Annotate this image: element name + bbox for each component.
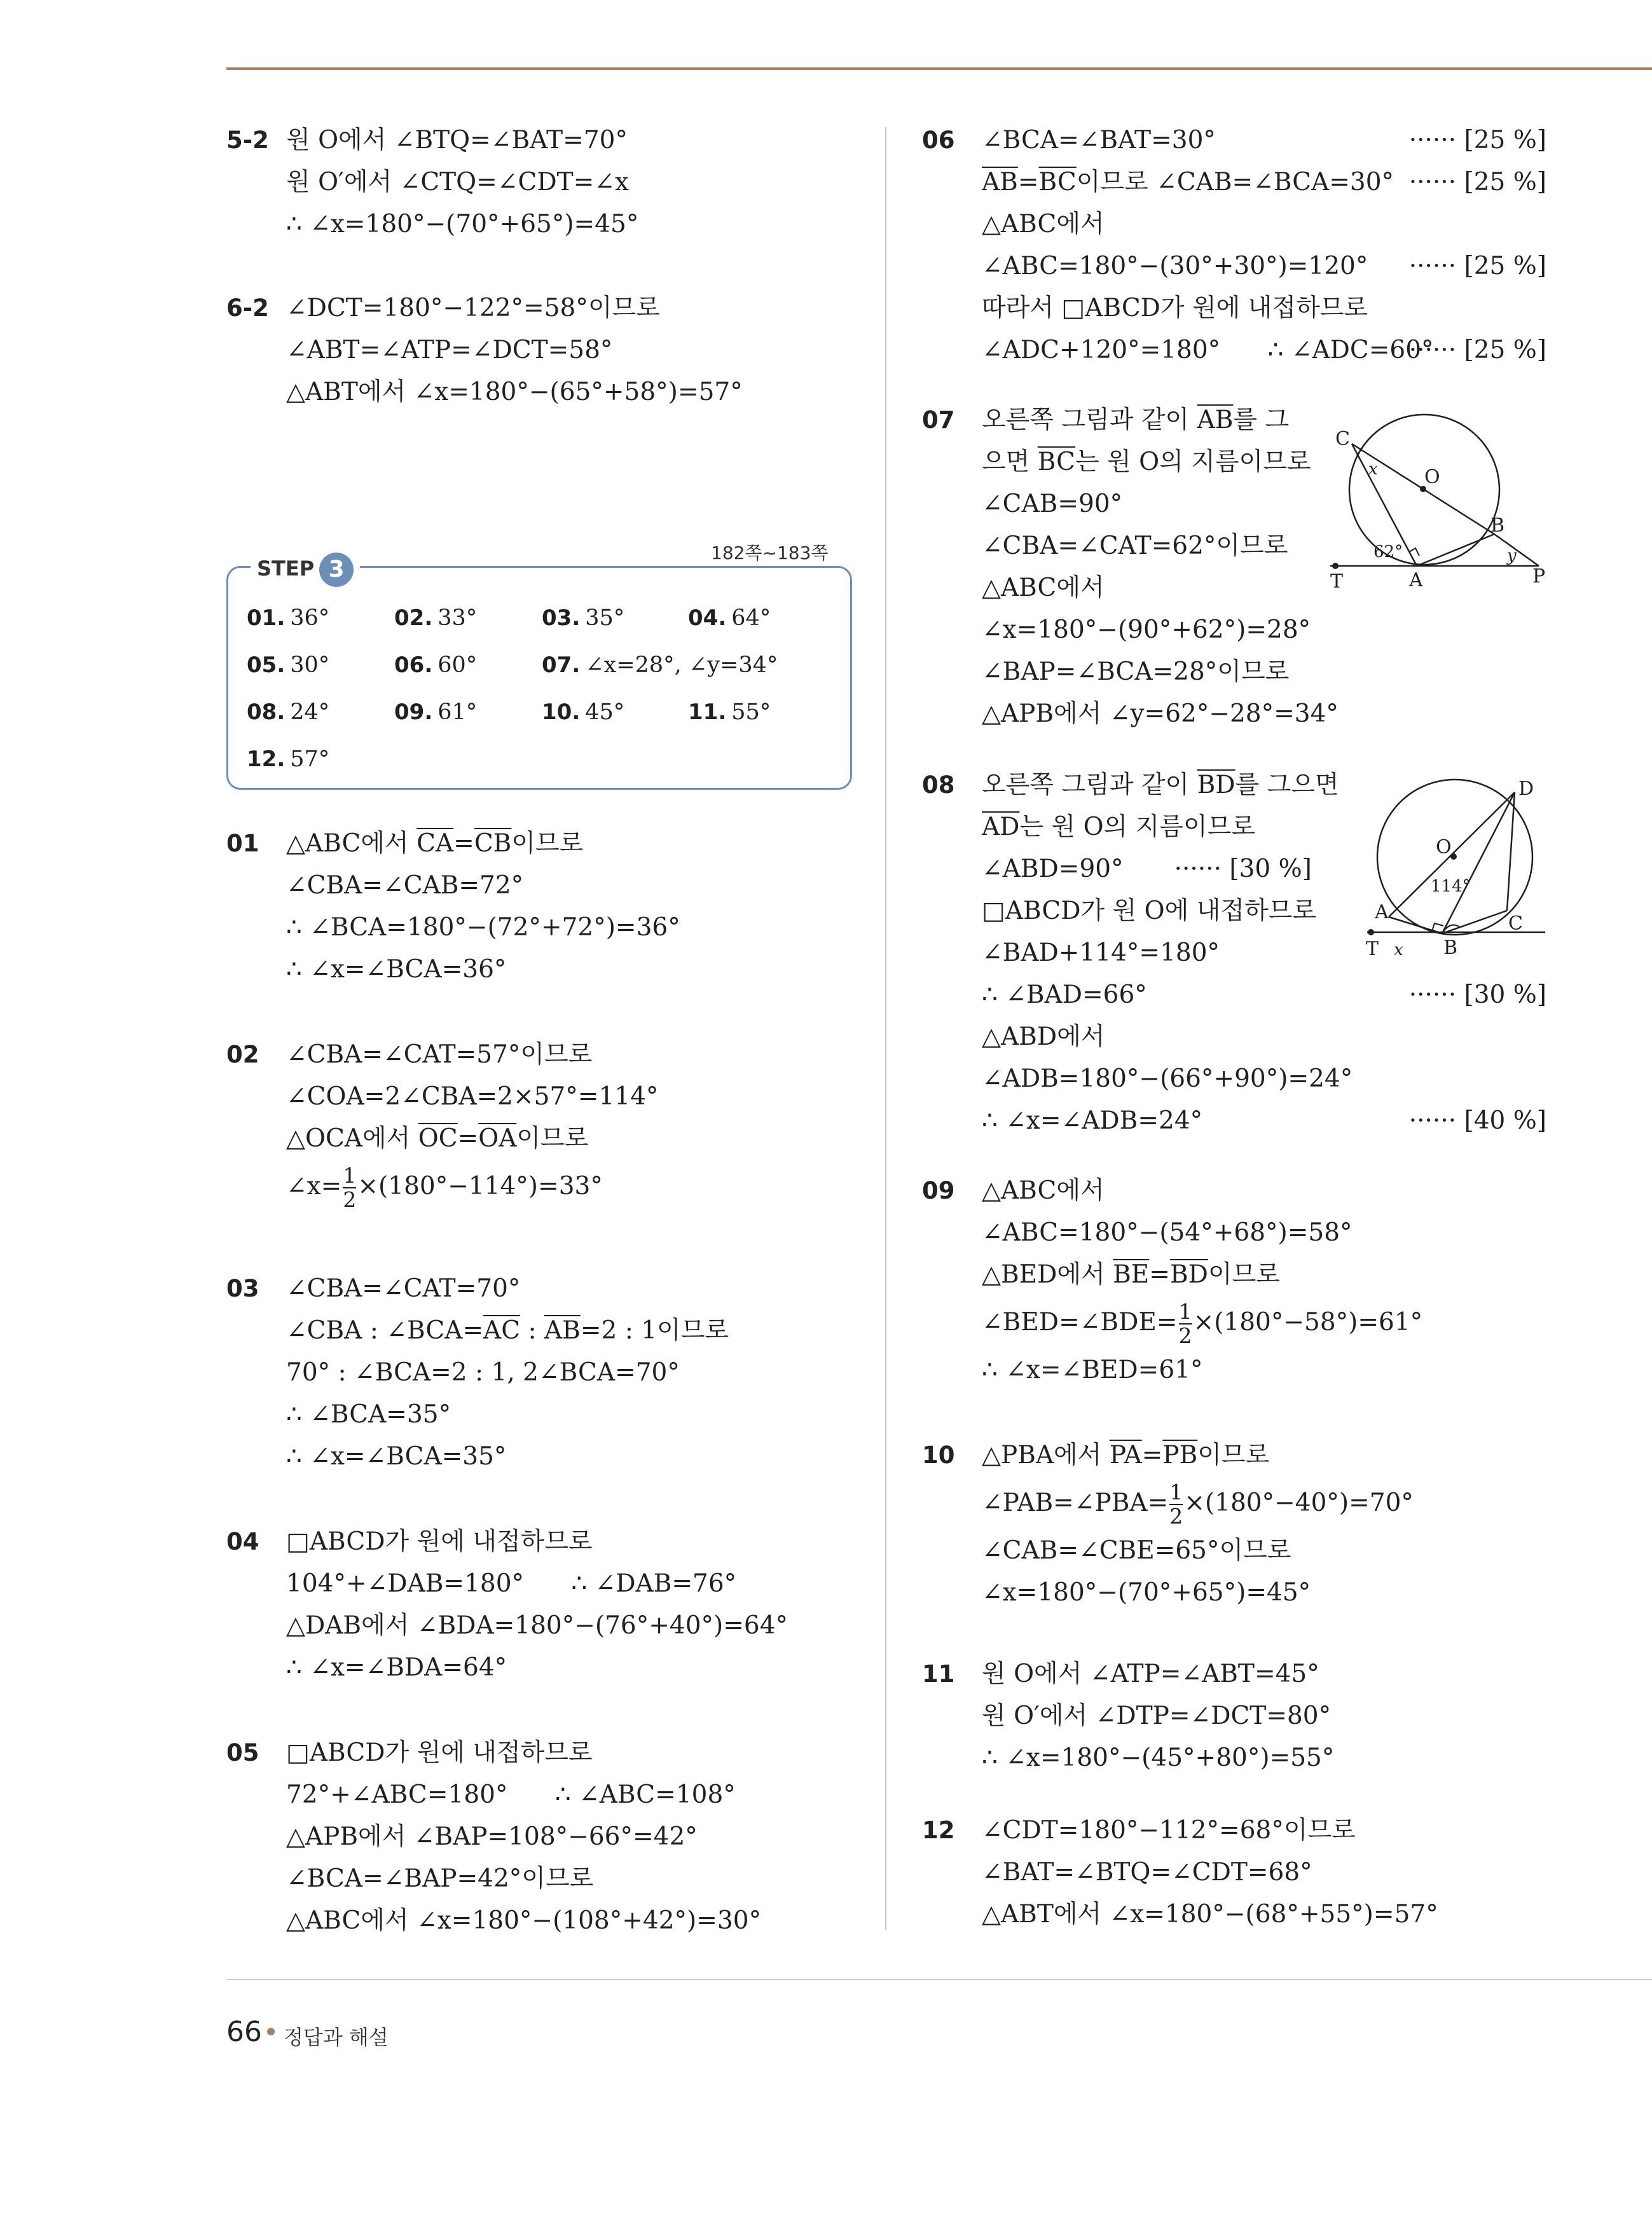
answer-number: 04. [688, 605, 727, 631]
text: △OCA에서 [286, 1124, 418, 1153]
denominator: 2 [343, 1187, 357, 1212]
answer-value: 36° [290, 605, 330, 631]
text: ∠CBA : ∠BCA= [286, 1316, 484, 1345]
segment: $\overline{CB}$ [474, 829, 512, 858]
text: = [1141, 1441, 1163, 1469]
solution-line [286, 823, 680, 865]
answer-number: 10. [542, 699, 581, 725]
answer-item [394, 699, 477, 725]
solution-line: 원 O′에서 ∠CTQ=∠CDT=∠x [286, 168, 629, 196]
segment: $\overline{BD}$ [1197, 771, 1236, 799]
score-percent: ······ [30 %] [1408, 981, 1546, 1009]
solution-line: ∴ ∠x=∠BDA=64° [286, 1653, 507, 1682]
segment: $\overline{BD}$ [1169, 1260, 1208, 1289]
solution-line: ∠CBA=∠CAT=62°이므로 [982, 532, 1288, 560]
segment: $\overline{OA}$ [478, 1124, 517, 1153]
solution-line [982, 1254, 1422, 1296]
solution-line: ∴ ∠x=∠BCA=36° [286, 955, 507, 984]
solution-line: 원 O′에서 ∠DTP=∠DCT=80° [982, 1702, 1332, 1730]
label-T: T [1366, 938, 1379, 960]
solution-line: ∠x=180°−(70°+65°)=45° [982, 1578, 1311, 1607]
denominator: 2 [1178, 1323, 1192, 1348]
segment: $\overline{PB}$ [1162, 1441, 1198, 1469]
solution-line: ∠BAD+114°=180° [982, 939, 1220, 967]
text: ×(180°−114°)=33° [357, 1172, 603, 1201]
answer-item [247, 747, 329, 772]
solution-line: ∴ ∠x=∠BED=61° [982, 1356, 1203, 1384]
figure-07-circle-tangent [1323, 407, 1552, 598]
solution-line [982, 1435, 1414, 1476]
solution-line [982, 329, 1546, 371]
solution-line: ∠CBA=∠CAT=57°이므로 [286, 1040, 593, 1069]
text: ∠ABC=180°−(30°+30°)=120° [982, 252, 1368, 280]
solution-line: △APB에서 ∠y=62°−28°=34° [982, 699, 1339, 728]
solution-line: ∠CAB=90° [982, 490, 1123, 518]
step-number-badge: 3 [319, 553, 354, 587]
solution-line [982, 399, 1339, 441]
figure-08-circle-tangent [1348, 774, 1558, 965]
text: : [520, 1316, 544, 1345]
text: ∠ABD=90° [982, 855, 1124, 883]
text: = [457, 1124, 479, 1153]
text: ∠ADC+120°=180° ∴ ∠ADC=60° [982, 336, 1434, 364]
answer-item [688, 699, 771, 725]
segment: $\overline{BE}$ [1113, 1260, 1150, 1289]
solution-line [982, 1476, 1414, 1530]
solution-line: 따라서 □ABCD가 원에 내접하므로 [982, 294, 1368, 322]
answer-value: 35° [585, 605, 625, 631]
problem-number: 07 [922, 406, 955, 434]
answer-value: 45° [585, 699, 625, 725]
answer-item [542, 605, 624, 631]
text: ∠BED=∠BDE= [982, 1308, 1178, 1337]
label-angle-62: 62° [1373, 542, 1403, 561]
solution-line: △ABC에서 [982, 210, 1105, 238]
problem-number: 12 [922, 1817, 955, 1844]
label-B: B [1443, 937, 1458, 959]
answer-item [394, 652, 477, 678]
answer-number: 02. [394, 605, 433, 631]
problem-number: 01 [226, 830, 259, 857]
fraction [343, 1164, 356, 1211]
solution-line: △ABT에서 ∠x=180°−(65°+58°)=57° [286, 378, 743, 406]
solution-line: ∠CDT=180°−112°=68°이므로 [982, 1816, 1356, 1845]
solution-line [982, 1296, 1422, 1349]
text: △BED에서 [982, 1260, 1113, 1289]
step-label [251, 551, 360, 586]
answer-number: 05. [247, 652, 286, 678]
answer-item [247, 699, 329, 725]
text: 오른쪽 그림과 같이 [982, 406, 1197, 434]
text: ×(180°−40°)=70° [1184, 1489, 1414, 1517]
problem-number: 09 [922, 1177, 955, 1204]
denominator: 2 [1169, 1504, 1183, 1529]
fraction [1169, 1481, 1183, 1528]
label-A: A [1375, 901, 1389, 923]
answer-item [688, 605, 771, 631]
label-D: D [1518, 778, 1534, 800]
arc: $\overline{AC}$ [483, 1316, 521, 1345]
arc: $\overline{AB}$ [982, 168, 1018, 196]
solution-line: ∠BAP=∠BCA=28°이므로 [982, 657, 1290, 686]
text: = [1149, 1260, 1170, 1289]
solution-line: □ABCD가 원에 내접하므로 [286, 1738, 593, 1767]
text: ∠PAB=∠PBA= [982, 1489, 1169, 1517]
segment: $\overline{CA}$ [416, 829, 454, 858]
label-P: P [1532, 565, 1546, 588]
solution-line: ∴ ∠x=∠BCA=35° [286, 1442, 507, 1471]
problem-number: 02 [226, 1041, 259, 1068]
solution-line: ∴ ∠BCA=180°−(72°+72°)=36° [286, 913, 680, 942]
solution-line [982, 245, 1546, 287]
top-rule [226, 67, 1652, 70]
answer-value: 24° [290, 699, 330, 725]
label-T: T [1330, 570, 1344, 593]
text: ∠BCA=∠BAT=30° [982, 126, 1216, 155]
text: ∠x= [286, 1172, 342, 1201]
solution-line: ∴ ∠x=180°−(70°+65°)=45° [286, 210, 639, 238]
text: 이므로 ∠CAB=∠BCA=30° [1076, 168, 1394, 196]
answer-item [542, 652, 778, 678]
solution-line: 원 O에서 ∠BTQ=∠BAT=70° [286, 126, 628, 155]
segment: $\overline{AB}$ [1197, 406, 1234, 434]
text: △PBA에서 [982, 1441, 1110, 1469]
label-O: O [1436, 836, 1452, 858]
solution-line: ∠CBA=∠CAT=70° [286, 1274, 521, 1303]
problem-number: 08 [922, 771, 955, 799]
answer-item [247, 652, 329, 678]
text: △ABC에서 [286, 829, 417, 858]
solution-line: ∠DCT=180°−122°=58°이므로 [286, 294, 660, 322]
problem-number: 5-2 [226, 127, 269, 154]
solution-line: △APB에서 ∠BAP=108°−66°=42° [286, 1822, 698, 1851]
text: 는 원 O의 지름이므로 [1019, 813, 1255, 841]
score-percent: ······ [25 %] [1408, 126, 1546, 155]
label-x: x [1368, 460, 1378, 479]
text: 를 그 [1233, 406, 1290, 434]
solution-line: △ABC에서 [982, 1176, 1105, 1205]
answer-number: 03. [542, 605, 581, 631]
text: = [453, 829, 474, 858]
answer-value: ∠x=28°, ∠y=34° [585, 652, 778, 678]
solution-line: 원 O에서 ∠ATP=∠ABT=45° [982, 1660, 1319, 1688]
solution-line: ∠COA=2∠CBA=2×57°=114° [286, 1082, 659, 1111]
solution-line: ∠CBA=∠CAB=72° [286, 871, 524, 900]
text: ×(180°−58°)=61° [1193, 1308, 1423, 1337]
score-percent: ······ [30 %] [1174, 855, 1312, 883]
problem-number: 10 [922, 1442, 955, 1469]
solution-line: △ABD에서 [982, 1022, 1105, 1051]
problem-number: 05 [226, 1739, 259, 1766]
solution-line: 70° : ∠BCA=2 : 1, 2∠BCA=70° [286, 1358, 680, 1387]
solution-line: ∠CAB=∠CBE=65°이므로 [982, 1536, 1291, 1565]
label-angle-114: 114° [1431, 877, 1471, 896]
page-number: 66 [226, 2016, 262, 2048]
answer-number: 01. [247, 605, 286, 631]
answer-value: 55° [731, 699, 771, 725]
numerator: 1 [1169, 1480, 1183, 1504]
label-C: C [1335, 428, 1350, 450]
bottom-rule [226, 1979, 1652, 1980]
answer-number: 11. [688, 699, 727, 725]
text: =2 : 1이므로 [580, 1316, 729, 1345]
answer-number: 06. [394, 652, 433, 678]
step-text: STEP [257, 556, 315, 581]
solution-line [982, 1100, 1546, 1142]
answer-value: 60° [437, 652, 478, 678]
solution-line [286, 1118, 658, 1160]
page-range: 182쪽~183쪽 [711, 542, 829, 563]
answer-item [542, 699, 624, 725]
text: 는 원 O의 지름이므로 [1075, 448, 1311, 476]
solution-line: ∠ABT=∠ATP=∠DCT=58° [286, 336, 613, 364]
text: 이므로 [511, 829, 584, 858]
solution-line: □ABCD가 원 O에 내접하므로 [982, 897, 1317, 925]
solution-line: ∠BCA=∠BAP=42°이므로 [286, 1864, 594, 1893]
solution-line: □ABCD가 원에 내접하므로 [286, 1527, 593, 1556]
solution-line [982, 441, 1339, 483]
problem-number: 04 [226, 1528, 259, 1555]
answer-number: 07. [542, 652, 581, 678]
problem-number: 11 [922, 1660, 955, 1688]
solution-line: ∠ABC=180°−(54°+68°)=58° [982, 1218, 1353, 1247]
footer-title: 정답과 해설 [284, 2025, 389, 2049]
solution-line: △DAB에서 ∠BDA=180°−(76°+40°)=64° [286, 1611, 788, 1640]
answer-value: 30° [290, 652, 330, 678]
score-percent: ······ [25 %] [1408, 252, 1546, 280]
text: 를 그으면 [1235, 771, 1339, 799]
text: = [1017, 168, 1039, 196]
solution-line: ∠x=180°−(90°+62°)=28° [982, 616, 1311, 644]
solution-line [286, 1160, 658, 1213]
score-percent: ······ [40 %] [1408, 1106, 1546, 1135]
answer-value: 33° [437, 605, 478, 631]
arc: $\overline{AB}$ [544, 1316, 581, 1345]
text: 오른쪽 그림과 같이 [982, 771, 1197, 799]
numerator: 1 [1178, 1299, 1192, 1324]
answer-value: 57° [290, 747, 330, 772]
label-B: B [1490, 514, 1505, 537]
text: 이므로 [1197, 1441, 1270, 1469]
text: ∴ ∠x=∠ADB=24° [982, 1106, 1203, 1135]
numerator: 1 [343, 1163, 357, 1188]
answer-number: 12. [247, 747, 286, 772]
answer-value: 64° [731, 605, 771, 631]
answer-item [394, 605, 477, 631]
segment: $\overline{AD}$ [982, 813, 1020, 841]
label-O: O [1424, 466, 1440, 488]
score-percent: ······ [25 %] [1408, 336, 1546, 364]
problem-number: 6-2 [226, 294, 269, 322]
score-percent: ······ [25 %] [1408, 168, 1546, 196]
problem-number: 06 [922, 127, 955, 154]
column-divider [885, 127, 886, 1930]
text: 이므로 [1208, 1260, 1280, 1289]
answer-item [247, 605, 329, 631]
solution-line: △ABC에서 [982, 574, 1105, 602]
segment: $\overline{BC}$ [1037, 448, 1075, 476]
solution-line [982, 974, 1546, 1016]
text: 이므로 [516, 1124, 589, 1153]
label-x: x [1394, 940, 1403, 960]
segment: $\overline{OC}$ [418, 1124, 458, 1153]
footer-dot [267, 2028, 275, 2035]
text: 으면 [982, 448, 1038, 476]
solution-line [982, 162, 1546, 203]
solution-line: 72°+∠ABC=180° ∴ ∠ABC=108° [286, 1780, 736, 1809]
solution-line [982, 120, 1546, 162]
solution-line: ∴ ∠BCA=35° [286, 1400, 451, 1429]
solution-line: 104°+∠DAB=180° ∴ ∠DAB=76° [286, 1569, 737, 1598]
solution-line: ∴ ∠x=180°−(45°+80°)=55° [982, 1744, 1335, 1772]
answer-value: 61° [437, 699, 478, 725]
fraction [1179, 1300, 1192, 1347]
segment: $\overline{PA}$ [1109, 1441, 1142, 1469]
label-A: A [1409, 569, 1423, 591]
label-y: y [1507, 546, 1517, 565]
solution-line: △ABT에서 ∠x=180°−(68°+55°)=57° [982, 1900, 1438, 1929]
arc: $\overline{BC}$ [1038, 168, 1077, 196]
solution-line [286, 1310, 729, 1352]
text: ∴ ∠BAD=66° [982, 981, 1147, 1009]
answer-number: 08. [247, 699, 286, 725]
problem-number: 03 [226, 1275, 259, 1302]
solution-line: ∠BAT=∠BTQ=∠CDT=68° [982, 1858, 1312, 1887]
solution-line: ∠ADB=180°−(66°+90°)=24° [982, 1064, 1353, 1093]
answer-number: 09. [394, 699, 433, 725]
label-C: C [1508, 912, 1523, 935]
solution-line: △ABC에서 ∠x=180°−(108°+42°)=30° [286, 1906, 762, 1935]
